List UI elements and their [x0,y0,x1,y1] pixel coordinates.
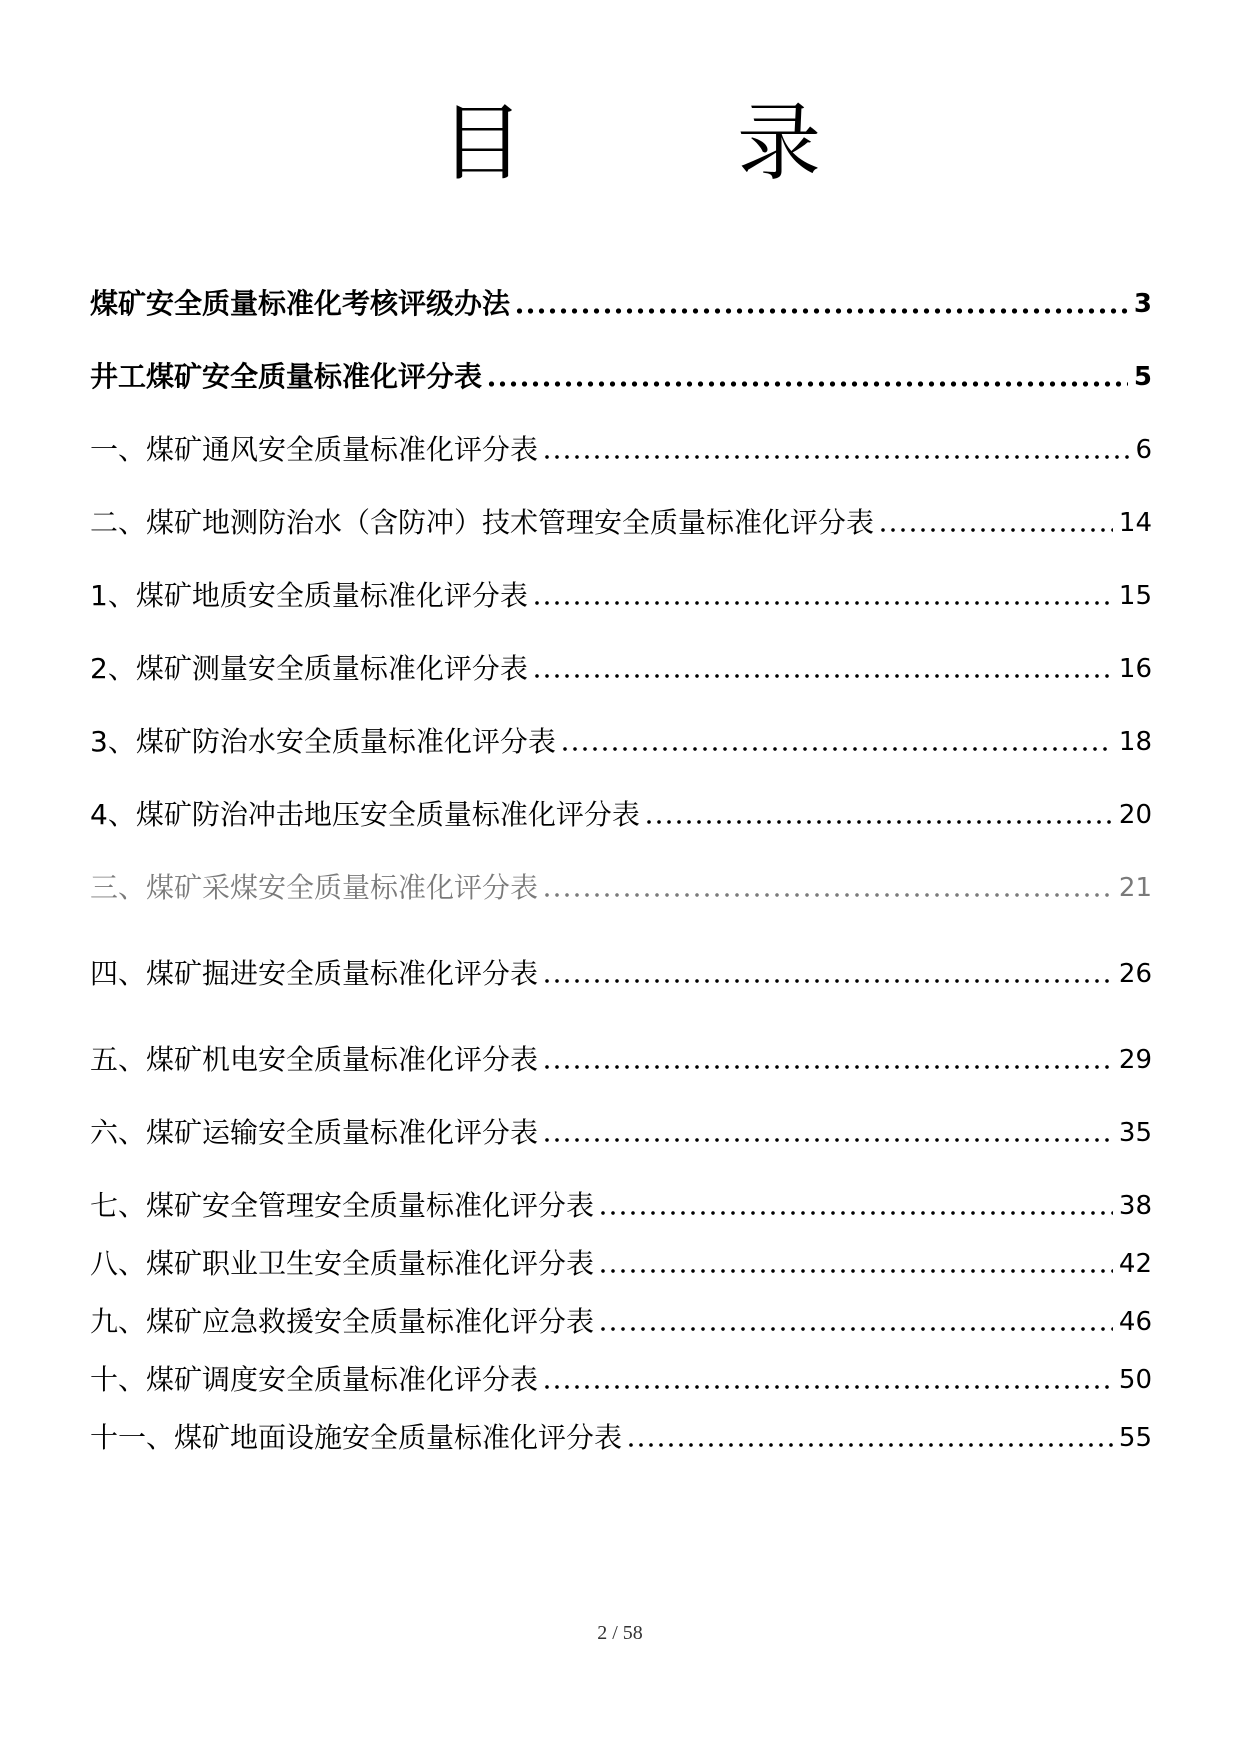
toc-leader-dots [878,527,1113,533]
toc-entry[interactable] [90,1032,1152,1080]
toc-entry-title: 煤矿安全质量标准化考核评级办法 [90,287,511,320]
toc-entry-title: 二、煤矿地测防治水（含防冲）技术管理安全质量标准化评分表 [90,506,875,539]
toc-page-number: 20 [1118,800,1152,830]
toc-leader-dots [542,454,1129,460]
toc-entry-title: 九、煤矿应急救援安全质量标准化评分表 [90,1305,595,1338]
toc-entry[interactable] [90,714,1152,762]
toc-leader-dots [560,746,1113,752]
toc-entry[interactable] [90,787,1152,835]
toc-leader-dots [626,1442,1113,1448]
toc-entry[interactable] [90,1410,1152,1458]
toc-entry[interactable] [90,1294,1152,1342]
toc-entry-title: 井工煤矿安全质量标准化评分表 [90,360,483,393]
toc-entry[interactable] [90,276,1152,324]
toc-page-number: 5 [1133,362,1152,392]
toc-page-number: 18 [1118,727,1152,757]
toc-page-number: 26 [1118,959,1152,989]
toc-entry-title: 三、煤矿采煤安全质量标准化评分表 [90,871,539,904]
toc-page-number: 29 [1118,1045,1152,1075]
toc-leader-dots [598,1210,1113,1216]
toc-entry-title: 四、煤矿掘进安全质量标准化评分表 [90,957,539,990]
toc-entry-title: 2、煤矿测量安全质量标准化评分表 [90,652,528,685]
toc-leader-dots [598,1326,1113,1332]
toc-entry-title: 1、煤矿地质安全质量标准化评分表 [90,579,528,612]
toc-entry-title: 4、煤矿防治冲击地压安全质量标准化评分表 [90,798,640,831]
toc-leader-dots [542,1064,1113,1070]
toc-entry[interactable] [90,1105,1152,1153]
toc-leader-dots [532,600,1113,606]
toc-entry[interactable] [90,1352,1152,1400]
toc-page-number: 21 [1118,873,1152,903]
toc-page-number: 3 [1133,289,1152,319]
toc-entry[interactable] [90,1178,1152,1226]
toc-entry[interactable] [90,641,1152,689]
toc-entry-title: 十、煤矿调度安全质量标准化评分表 [90,1363,539,1396]
toc-page-number: 42 [1118,1249,1152,1279]
toc-page-number: 16 [1118,654,1152,684]
toc-entry-title: 七、煤矿安全管理安全质量标准化评分表 [90,1189,595,1222]
toc-entry[interactable] [90,568,1152,616]
toc-page-number: 38 [1118,1191,1152,1221]
toc-entry[interactable] [90,860,1152,908]
toc-entry[interactable] [90,946,1152,994]
toc-leader-dots [486,381,1128,387]
toc-leader-dots [644,819,1113,825]
toc-leader-dots [542,892,1113,898]
toc-entry-title: 五、煤矿机电安全质量标准化评分表 [90,1043,539,1076]
toc-leader-dots [542,1137,1113,1143]
title-char-lu: 录 [737,94,822,192]
toc-page-number: 15 [1118,581,1152,611]
toc-leader-dots [542,978,1113,984]
toc-entry[interactable] [90,495,1152,543]
toc-entry[interactable] [90,349,1152,397]
toc-leader-dots [514,308,1128,314]
toc-leader-dots [542,1384,1113,1390]
toc-page-number: 14 [1118,508,1152,538]
toc-entry[interactable] [90,1236,1152,1284]
toc-entry-title: 十一、煤矿地面设施安全质量标准化评分表 [90,1421,623,1454]
toc-page-number: 55 [1118,1423,1152,1453]
toc-entry-title: 六、煤矿运输安全质量标准化评分表 [90,1116,539,1149]
page-indicator: 2 / 58 [597,1622,643,1644]
page-title [0,88,1240,198]
toc-page-number: 35 [1118,1118,1152,1148]
toc-entry-title: 3、煤矿防治水安全质量标准化评分表 [90,725,556,758]
toc-page-number: 46 [1118,1307,1152,1337]
toc-page-number: 6 [1135,435,1152,465]
toc-page-number: 50 [1118,1365,1152,1395]
toc-entry-title: 一、煤矿通风安全质量标准化评分表 [90,433,539,466]
toc-entry[interactable] [90,422,1152,470]
toc-entry-title: 八、煤矿职业卫生安全质量标准化评分表 [90,1247,595,1280]
toc-leader-dots [598,1268,1113,1274]
toc-leader-dots [532,673,1113,679]
title-char-mu: 目 [440,94,525,192]
